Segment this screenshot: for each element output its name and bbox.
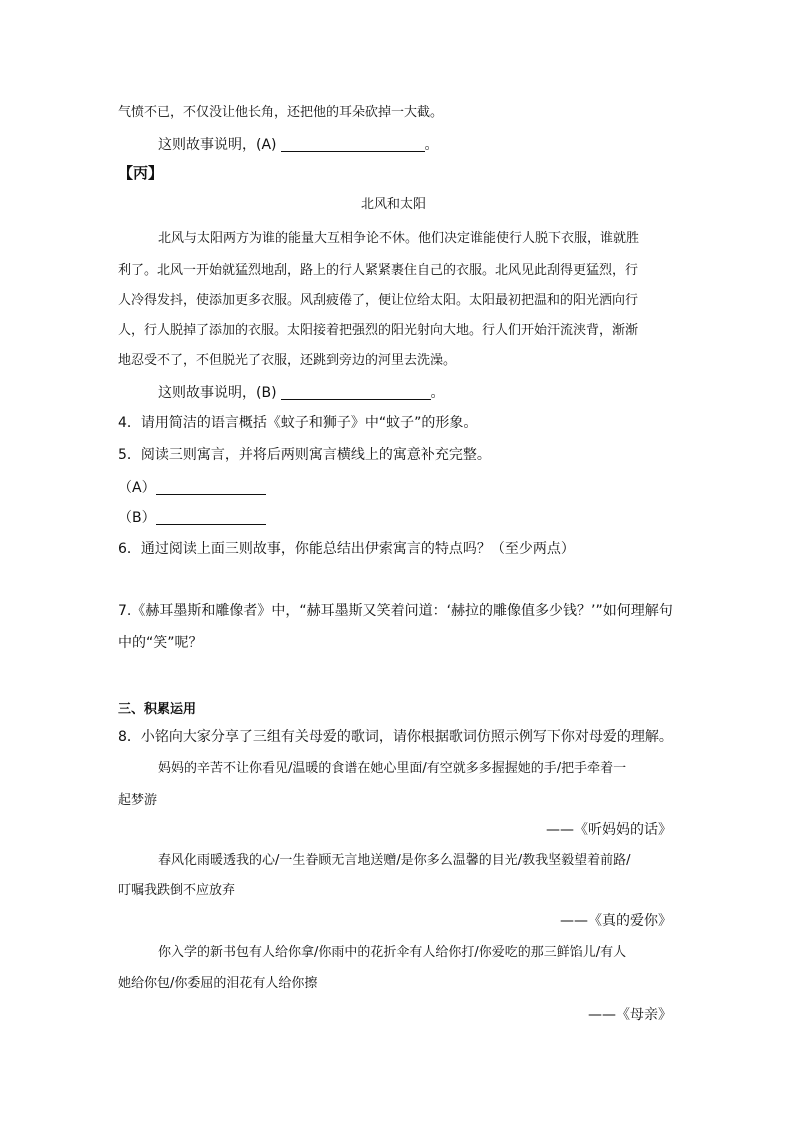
moral-b-blank[interactable]	[281, 385, 431, 400]
question-5: 5．阅读三则寓言，并将后两则寓言横线上的寓意补充完整。	[118, 447, 491, 463]
moral-a-prompt: 这则故事说明，(A)	[158, 137, 277, 153]
lyric-line: 起梦游	[118, 793, 158, 808]
story-bing-line: 北风与太阳两方为谁的能量大互相争论不休。他们决定谁能使行人脱下衣服，谁就胜	[158, 231, 640, 246]
moral-b-prompt: 这则故事说明，(B)	[158, 385, 277, 401]
question-7-line-2: 中的“笑”呢？	[118, 635, 203, 651]
story-yi-last-line: 气愤不已，不仅没让他长角，还把他的耳朵砍掉一大截。	[118, 105, 444, 120]
lyric-source: ——《听妈妈的话》	[546, 822, 672, 838]
answer-b-line	[118, 510, 266, 525]
lyric-line: 你入学的新书包有人给你拿/你雨中的花折伞有人给你打/你爱吃的那三鲜馅儿/有人	[158, 945, 627, 960]
answer-b-label: （B）	[118, 510, 156, 526]
moral-b-end: 。	[430, 385, 445, 401]
story-bing-line: 利了。北风一开始就猛烈地刮，路上的行人紧紧裹住自己的衣服。北风见此刮得更猛烈，行	[118, 263, 639, 278]
lyric-source: ——《母亲》	[588, 1007, 672, 1023]
answer-b-blank[interactable]	[156, 510, 266, 525]
story-bing-title: 北风和太阳	[361, 197, 427, 212]
story-bing-line: 地忍受不了，不但脱光了衣服，还跳到旁边的河里去洗澡。	[118, 353, 457, 368]
question-4: 4．请用简洁的语言概括《蚊子和狮子》中“蚊子”的形象。	[118, 415, 478, 431]
lyric-line: 叮嘱我跌倒不应放弃	[118, 883, 236, 898]
lyric-line: 春风化雨暖透我的心/一生眷顾无言地送赠/是你多么温馨的目光/教我坚毅望着前路/	[158, 853, 631, 868]
lyric-line: 她给你包/你委屈的泪花有人给你擦	[118, 976, 318, 991]
answer-a-blank[interactable]	[156, 480, 266, 495]
question-8: 8．小铭向大家分享了三组有关母爱的歌词，请你根据歌词仿照示例写下你对母爱的理解。	[118, 729, 673, 745]
story-bing-line: 人冷得发抖，使添加更多衣服。风刮疲倦了，便让位给太阳。太阳最初把温和的阳光洒向行	[118, 293, 639, 308]
section-3-heading: 三、积累运用	[118, 702, 197, 717]
question-7-line-1: 7.《赫耳墨斯和雕像者》中，“赫耳墨斯又笑着问道：‘赫拉的雕像值多少钱？’”如何理解句	[118, 603, 673, 619]
answer-a-label: （A）	[118, 480, 156, 496]
story-bing-marker: 【丙】	[118, 164, 164, 182]
moral-a-end: 。	[424, 137, 439, 153]
moral-b-line	[158, 385, 445, 400]
answer-a-line	[118, 480, 266, 495]
question-6: 6．通过阅读上面三则故事，你能总结出伊索寓言的特点吗？（至少两点）	[118, 541, 575, 557]
moral-a-blank[interactable]	[281, 137, 425, 152]
moral-a-line	[158, 137, 439, 152]
lyric-source: ——《真的爱你》	[560, 913, 672, 929]
story-bing-line: 人，行人脱掉了添加的衣服。太阳接着把强烈的阳光射向大地。行人们开始汗流浃背，渐渐	[118, 323, 639, 338]
lyric-line: 妈妈的辛苦不让你看见/温暖的食谱在她心里面/有空就多多握握她的手/把手牵着一	[158, 761, 627, 776]
